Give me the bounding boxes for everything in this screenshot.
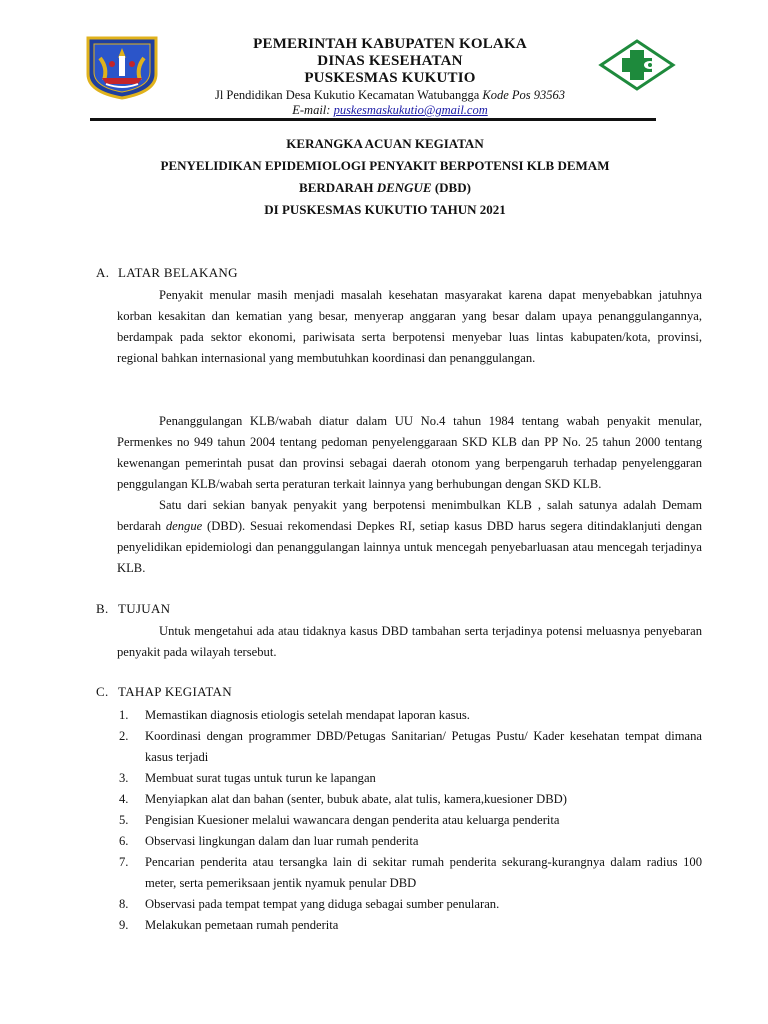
section-c-title: TAHAP KEGIATAN: [118, 684, 232, 699]
letterhead: [160, 36, 620, 117]
section-a-heading: [96, 265, 238, 281]
list-item: [117, 831, 702, 852]
list-item: [117, 915, 702, 936]
address-text: Jl Pendidikan Desa Kukutio Kecamatan Watubangga: [214, 88, 480, 102]
list-item-number: 3.: [119, 771, 129, 785]
title-line-3-pre: BERDARAH: [299, 180, 377, 195]
list-item-text: Menyiapkan alat dan bahan (senter, bubuk abate, alat tulis, kamera,kuesioner DBD): [145, 792, 567, 806]
activity-steps-list: [117, 705, 702, 936]
kolaka-emblem-icon: [84, 34, 160, 100]
list-item-text: Melakukan pemetaan rumah penderita: [145, 918, 339, 932]
title-line-4: DI PUSKESMAS KUKUTIO TAHUN 2021: [264, 202, 506, 217]
list-item-number: 4.: [119, 792, 129, 806]
list-item-text: Observasi lingkungan dalam dan luar rumah penderita: [145, 834, 419, 848]
title-line-3-italic: DENGUE: [376, 180, 432, 195]
section-a-title: LATAR BELAKANG: [118, 265, 238, 280]
section-b-heading: [96, 601, 170, 617]
list-item: [117, 810, 702, 831]
section-b-letter: B.: [96, 601, 109, 616]
section-b-title: TUJUAN: [118, 601, 171, 616]
section-a-p3-pre: Satu dari sekian banyak penyakit yang berpotensi menimbulkan KLB , salah satunya adalah Demam berdarah: [117, 498, 702, 533]
title-line-3-post: (DBD): [431, 180, 471, 195]
letterhead-email: [160, 103, 620, 117]
list-item-number: 6.: [119, 834, 129, 848]
list-item: [117, 789, 702, 810]
section-b-p1-text: Untuk mengetahui ada atau tidaknya kasus DBD tambahan serta terjadinya potensi meluasnya penyebaran penyakit pada wilayah tersebut.: [117, 624, 702, 659]
section-a-paragraph-1: [117, 285, 702, 369]
section-b-paragraph-1: [117, 621, 702, 663]
letterhead-agency: DINAS KESEHATAN: [317, 53, 463, 69]
list-item-text: Observasi pada tempat tempat yang diduga sebagai sumber penularan.: [145, 897, 500, 911]
list-item: [117, 852, 702, 894]
title-line-1: KERANGKA ACUAN KEGIATAN: [286, 136, 484, 151]
list-item-text: Pencarian penderita atau tersangka lain di sekitar rumah penderita sekurang-kurangnya dalam radius 100 meter, serta pemeriksaan jentik nyamuk penular DBD: [145, 855, 702, 890]
list-item-number: 2.: [119, 729, 129, 743]
list-item: [117, 894, 702, 915]
section-a-paragraph-3: [117, 495, 702, 579]
title-line-3: [90, 177, 680, 199]
section-a-paragraph-2: [117, 411, 702, 495]
section-a-p3-post: (DBD). Sesuai rekomendasi Depkes RI, setiap kasus DBD harus segera ditindaklanjuti dengan penyelidikan epidemiologi dan penanggulangan lainnya untuk mencegah penyebarluasan atau mencegah terjadinya KLB.: [117, 519, 702, 575]
list-item: [117, 768, 702, 789]
letterhead-puskesmas: PUSKESMAS KUKUTIO: [304, 70, 476, 86]
list-item-text: Koordinasi dengan programmer DBD/Petugas Sanitarian/ Petugas Pustu/ Kader kesehatan tempat dimana kasus terjadi: [145, 729, 702, 764]
section-a-p2-text: Penanggulangan KLB/wabah diatur dalam UU No.4 tahun 1984 tentang wabah penyakit menular, Permenkes no 949 tahun 2004 tentang pedoman penyelenggaraan SKD KLB dan PP No. 25 tahun 2000 tentang kewenangan pemerintah pusat dan provinsi sebagai daerah otonom yang berpengaruh terhadap penyelenggaran penggulangan KLB/wabah serta peraturan terkait lainnya yang berhubungan dengan SKD KLB.: [117, 414, 702, 491]
list-item: [117, 726, 702, 768]
list-item-number: 1.: [119, 708, 129, 722]
list-item-number: 9.: [119, 918, 129, 932]
list-item-text: Membuat surat tugas untuk turun ke lapangan: [145, 771, 376, 785]
letterhead-government: PEMERINTAH KABUPATEN KOLAKA: [253, 36, 527, 52]
document-title: [90, 133, 680, 221]
list-item-number: 7.: [119, 855, 129, 869]
postal-code: Kode Pos 93563: [482, 88, 566, 102]
email-link[interactable]: puskesmaskukutio@gmail.com: [333, 103, 488, 117]
section-a-letter: A.: [96, 265, 110, 280]
section-c-heading: [96, 684, 232, 700]
list-item-text: Pengisian Kuesioner melalui wawancara dengan penderita atau keluarga penderita: [145, 813, 560, 827]
letterhead-divider: [90, 118, 656, 121]
list-item-number: 8.: [119, 897, 129, 911]
title-line-2: PENYELIDIKAN EPIDEMIOLOGI PENYAKIT BERPOTENSI KLB DEMAM: [160, 158, 610, 173]
email-label: E-mail:: [292, 103, 331, 117]
section-a-p3-italic: dengue: [165, 519, 203, 533]
list-item-number: 5.: [119, 813, 129, 827]
section-a-p1-text: Penyakit menular masih menjadi masalah kesehatan masyarakat karena dapat menyebabkan jatuhnya korban kesakitan dan kematian yang besar, menyerap anggaran yang besar dalam upaya penanggulangannya, berdampak pada sektor ekonomi, pariwisata serta berpotensi menyebar luas lintas kabupaten/kota, provinsi, regional bahkan internasional yang membutuhkan koordinasi dan penanggulangan.: [117, 288, 702, 365]
list-item: [117, 705, 702, 726]
section-c-letter: C.: [96, 684, 109, 699]
letterhead-address: [160, 88, 620, 103]
list-item-text: Memastikan diagnosis etiologis setelah mendapat laporan kasus.: [145, 708, 470, 722]
